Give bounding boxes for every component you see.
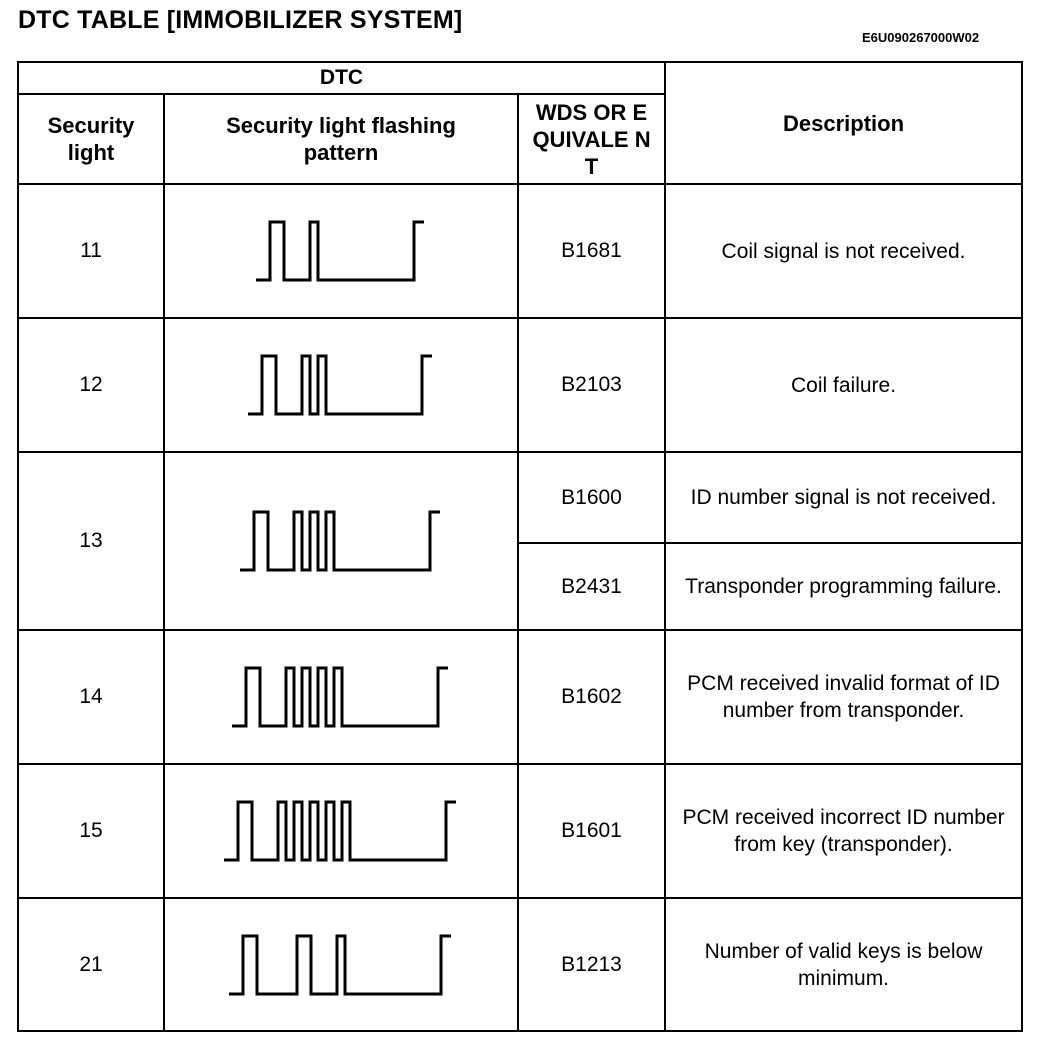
table-row bbox=[18, 630, 1022, 764]
flash-waveform bbox=[240, 512, 440, 570]
flash-waveform bbox=[256, 222, 424, 280]
description: Coil failure. bbox=[665, 318, 1022, 452]
flash-pattern-cell bbox=[164, 898, 518, 1031]
flash-pattern-cell bbox=[164, 630, 518, 764]
flash-waveform bbox=[232, 668, 448, 726]
wds-code: B1600 bbox=[518, 452, 665, 543]
wds-code: B1213 bbox=[518, 898, 665, 1031]
security-light-code: 11 bbox=[18, 184, 164, 318]
wds-code: B1601 bbox=[518, 764, 665, 898]
description-header: Description bbox=[665, 62, 1022, 184]
flash-pattern-cell bbox=[164, 184, 518, 318]
security-light-code: 14 bbox=[18, 630, 164, 764]
page-title: DTC TABLE [IMMOBILIZER SYSTEM] bbox=[18, 6, 463, 34]
header-row-group bbox=[18, 62, 1022, 94]
description: Coil signal is not received. bbox=[665, 184, 1022, 318]
wds-code: B2431 bbox=[518, 543, 665, 630]
flash-pattern-cell bbox=[164, 452, 518, 630]
document-id: E6U090267000W02 bbox=[862, 30, 980, 45]
table-row bbox=[18, 318, 1022, 452]
flash-pattern-graphic bbox=[256, 218, 426, 284]
description: PCM received incorrect ID number from key (transponder). bbox=[665, 764, 1022, 898]
flash-pattern-graphic bbox=[240, 508, 442, 574]
security-light-code: 15 bbox=[18, 764, 164, 898]
wds-header: WDS OR EQUIVALE NT bbox=[518, 94, 665, 184]
flash-pattern-graphic bbox=[248, 352, 434, 418]
flash-pattern-cell bbox=[164, 764, 518, 898]
security-light-code: 13 bbox=[18, 452, 164, 630]
flash-waveform bbox=[248, 356, 432, 414]
description: ID number signal is not received. bbox=[665, 452, 1022, 543]
dtc-group-header: DTC bbox=[18, 62, 665, 94]
flash-pattern-graphic bbox=[232, 664, 450, 730]
description: PCM received invalid format of ID number from transponder. bbox=[665, 630, 1022, 764]
description: Number of valid keys is below minimum. bbox=[665, 898, 1022, 1031]
wds-code: B1681 bbox=[518, 184, 665, 318]
flash-pattern-graphic bbox=[224, 798, 458, 864]
security-light-code: 12 bbox=[18, 318, 164, 452]
flashing-pattern-header: Security light flashing pattern bbox=[164, 94, 518, 184]
flash-waveform bbox=[229, 936, 451, 994]
description: Transponder programming failure. bbox=[665, 543, 1022, 630]
table-row bbox=[18, 764, 1022, 898]
dtc-table bbox=[17, 61, 1023, 1032]
flash-pattern-cell bbox=[164, 318, 518, 452]
flash-waveform bbox=[224, 802, 456, 860]
security-light-code: 21 bbox=[18, 898, 164, 1031]
wds-code: B2103 bbox=[518, 318, 665, 452]
table-row bbox=[18, 898, 1022, 1031]
table-row bbox=[18, 184, 1022, 318]
wds-code: B1602 bbox=[518, 630, 665, 764]
flash-pattern-graphic bbox=[229, 932, 453, 998]
security-light-header: Security light bbox=[18, 94, 164, 184]
table-row bbox=[18, 452, 1022, 543]
